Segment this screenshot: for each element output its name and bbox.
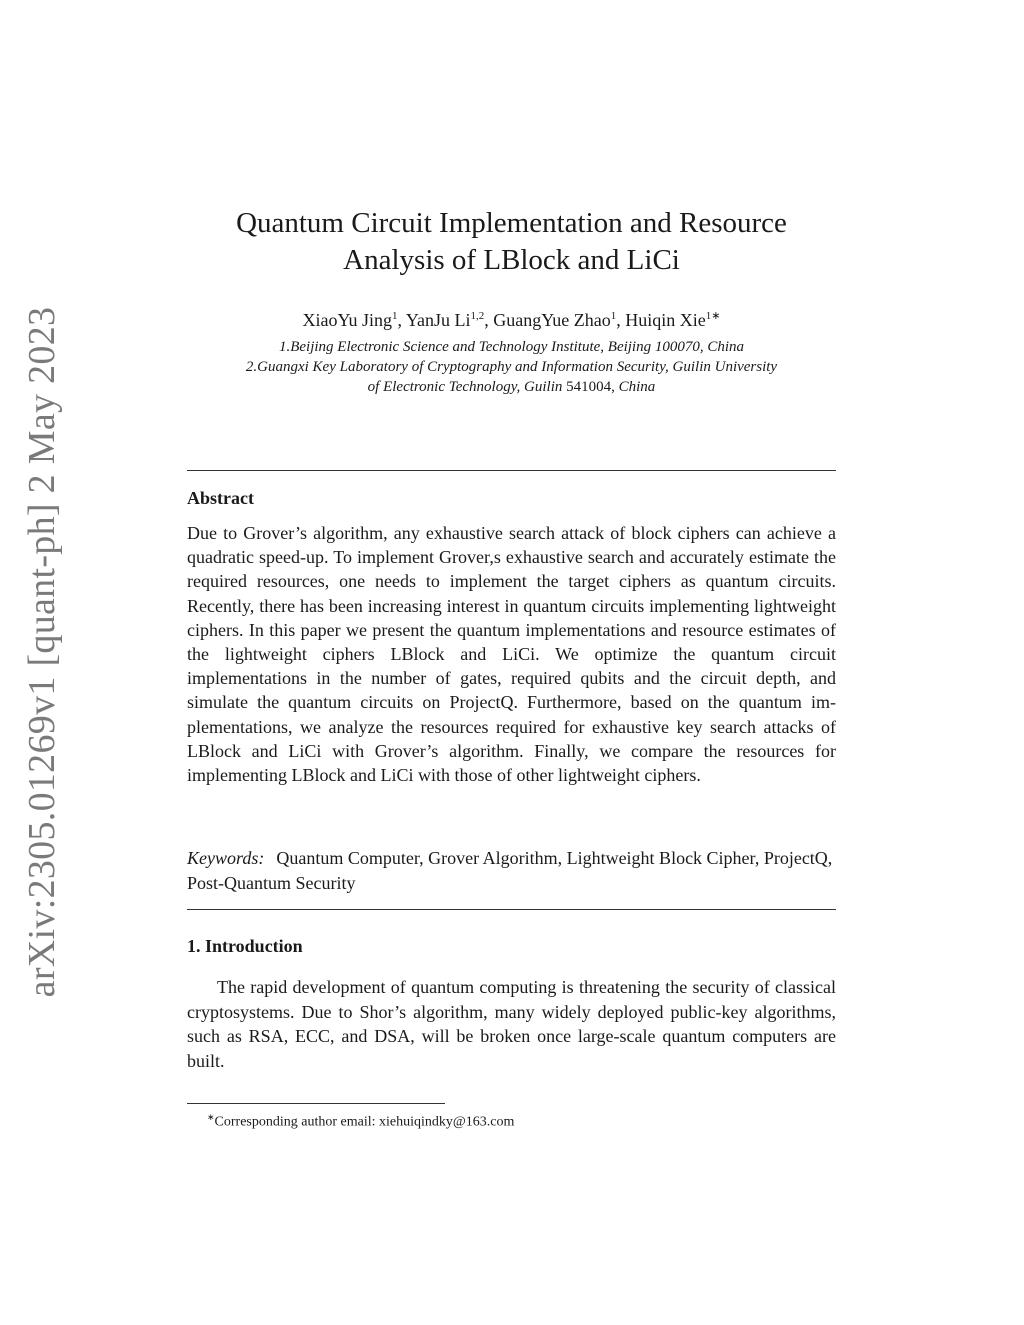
abstract-bottom-rule xyxy=(187,909,836,910)
author-name: GuangYue Zhao xyxy=(493,310,611,330)
abstract-top-rule xyxy=(187,470,836,471)
section-heading-introduction: 1. Introduction xyxy=(187,936,303,956)
affiliation-1: 1.Beijing Electronic Science and Technology Institute, Beijing 100070, China xyxy=(278,339,745,355)
title-line-1: Quantum Circuit Implementation and Resource xyxy=(236,207,787,239)
author-name: YanJu Li xyxy=(405,310,471,330)
author-affil-mark: 1∗ xyxy=(705,310,721,322)
affiliation-2-cont xyxy=(187,377,836,397)
author-affil-mark: 1,2 xyxy=(470,310,485,322)
affiliation-2-postcode: 541004, xyxy=(562,379,619,395)
author-separator: , xyxy=(616,310,626,330)
footnote-rule xyxy=(187,1103,445,1104)
abstract-heading: Abstract xyxy=(187,488,254,508)
paper-title xyxy=(187,205,836,279)
title-line-2: Analysis of LBlock and LiCi xyxy=(343,244,680,276)
keywords-list: Quantum Computer, Grover Algorithm, Lightweight Block Cipher, ProjectQ, Post-Quantum Security xyxy=(187,848,833,893)
author-name: XiaoYu Jing xyxy=(302,310,393,330)
author-name: Huiqin Xie xyxy=(625,310,706,330)
affiliations xyxy=(187,337,836,397)
author-separator: , xyxy=(397,310,406,330)
author-2 xyxy=(406,310,493,330)
author-list xyxy=(187,304,836,332)
affiliation-2: 2.Guangxi Key Laboratory of Cryptography and Information Security, Guilin University xyxy=(245,359,778,375)
author-separator: , xyxy=(484,310,494,330)
abstract-body: Due to Grover’s algorithm, any exhaustive search attack of block ciphers can achieve a quadratic speed-up. To implement Grover,s exhaustive search and accurately estimate the required resources, one needs to implement the target ciphers as quantum circuits. Recently, there has been increasing interest in quantum circuits implementing lightweight ciphers. In this paper we present the quantum implementations and resource estimates of the lightweight ciphers LBlock and LiCi. We optimize the quantum circuit implementations in the number of gates, required qubits and the circuit depth, and simulate the quantum circuits on ProjectQ. Furthermore, based on the quantum implementations, we analyze the resources required for exhaustive key search attacks of LBlock and LiCi with Grover’s algorithm. Finally, we compare the resources for implementing LBlock and LiCi with those of other lightweight ciphers. xyxy=(187,523,836,786)
author-1 xyxy=(303,310,406,330)
keywords xyxy=(187,846,836,895)
footnote xyxy=(207,1108,514,1132)
author-affil-mark: 1 xyxy=(610,310,617,322)
author-4 xyxy=(625,310,720,330)
footnote-text: Corresponding author email: xiehuiqindky@163.com xyxy=(214,1114,515,1130)
author-affil-mark: 1 xyxy=(392,310,398,322)
keywords-label: Keywords: xyxy=(187,848,265,868)
affiliation-2-country: China xyxy=(618,379,656,395)
arxiv-identifier: arXiv:2305.01269v1 [quant-ph] 2 May 2023 xyxy=(21,306,63,998)
introduction-paragraph: The rapid development of quantum computing is threatening the security of classical cryptosystems. Due to Shor’s algorithm, many widely deployed public-key algorithms, such as RSA, ECC, and DSA, will be broken once large-scale quantum computers are built. xyxy=(187,977,836,1071)
footnote-mark: ∗ xyxy=(207,1112,215,1122)
author-3 xyxy=(493,310,625,330)
affiliation-2-cont-italic: of Electronic Technology, Guilin xyxy=(367,379,563,395)
